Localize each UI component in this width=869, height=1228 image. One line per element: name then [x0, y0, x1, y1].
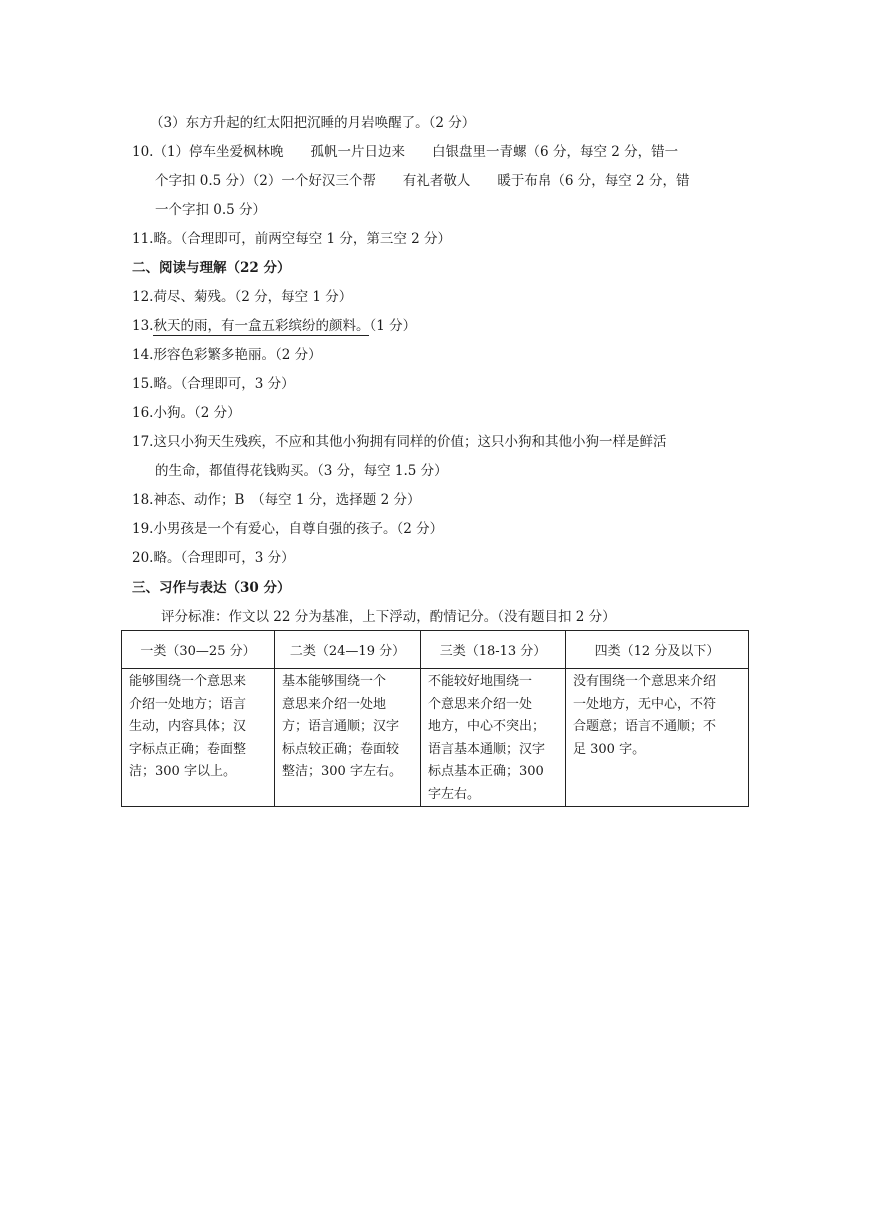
answer-11: 11.略。（合理即可，前两空每空 1 分，第三空 2 分） — [132, 231, 452, 247]
answer-13-number: 13. — [132, 318, 154, 334]
criteria-text: 意思来介绍一处地 — [282, 696, 387, 712]
criteria-text: 标点基本正确；300 — [428, 764, 544, 779]
section-2-heading: 二、阅读与理解（22 分） — [132, 260, 291, 276]
answer-10-line1: 10.（1）停车坐爱枫林晚 孤帆一片日边来 白银盘里一青螺（6 分，每空 2 分，错一 — [132, 144, 679, 160]
answer-9-3: （3）东方升起的红太阳把沉睡的月岩唤醒了。（2 分） — [150, 115, 476, 131]
answer-18: 18.神态、动作；B （每空 1 分，选择题 2 分） — [132, 492, 421, 508]
answer-17-line1: 17.这只小狗天生残疾，不应和其他小狗拥有同样的价值；这只小狗和其他小狗一样是鲜活 — [132, 434, 667, 450]
criteria-class-4 — [566, 669, 749, 807]
scoring-table — [121, 630, 749, 807]
answer-13 — [132, 317, 416, 335]
answer-17-line2: 的生命，都值得花钱购买。（3 分，每空 1.5 分） — [155, 463, 448, 479]
answer-10-line2: 个字扣 0.5 分）（2）一个好汉三个帮 有礼者敬人 暖于布帛（6 分，每空 2 分，错 — [155, 173, 690, 189]
header-class-3: 三类（18-13 分） — [421, 631, 566, 669]
scoring-table-header-row — [122, 631, 749, 669]
criteria-text: 能够围绕一个意思来 — [129, 674, 247, 689]
criteria-class-3 — [421, 669, 566, 807]
criteria-text: 不能较好地围绕一 — [428, 674, 533, 689]
criteria-text: 没有围绕一个意思来介绍 — [573, 674, 717, 689]
criteria-text: 生动，内容具体；汉 — [129, 719, 247, 734]
criteria-text: 足 300 字。 — [573, 741, 646, 757]
answer-10-line3: 一个字扣 0.5 分） — [155, 202, 267, 218]
criteria-text: 个意思来介绍一处 — [428, 696, 533, 712]
criteria-text: 基本能够围绕一个 — [282, 674, 387, 689]
criteria-text: 方；语言通顺；汉字 — [282, 719, 400, 734]
criteria-text: 合题意；语言不通顺；不 — [573, 719, 717, 734]
answer-19: 19.小男孩是一个有爱心，自尊自强的孩子。（2 分） — [132, 521, 444, 537]
criteria-class-1 — [122, 669, 275, 807]
scoring-criteria: 评分标准：作文以 22 分为基准，上下浮动，酌情记分。（没有题目扣 2 分） — [161, 609, 616, 625]
header-class-1: 一类（30—25 分） — [122, 631, 275, 669]
criteria-text: 整洁；300 字左右。 — [282, 764, 402, 779]
scoring-table-body-row — [122, 669, 749, 807]
criteria-text: 一处地方，无中心，不符 — [573, 696, 717, 712]
answer-13-score: （1 分） — [369, 318, 417, 334]
header-class-4: 四类（12 分及以下） — [566, 631, 749, 669]
answer-12: 12.荷尽、菊残。（2 分，每空 1 分） — [132, 289, 353, 305]
criteria-text: 地方，中心不突出； — [428, 719, 546, 734]
answer-15: 15.略。（合理即可，3 分） — [132, 376, 295, 392]
criteria-text: 洁；300 字以上。 — [129, 764, 236, 779]
section-3-heading: 三、习作与表达（30 分） — [132, 580, 291, 596]
answer-13-underlined-sentence: 秋天的雨，有一盒五彩缤纷的颜料。 — [153, 318, 370, 334]
answer-16: 16.小狗。（2 分） — [132, 405, 241, 421]
criteria-text: 字标点正确；卷面整 — [129, 741, 247, 757]
criteria-text: 语言基本通顺；汉字 — [428, 741, 546, 757]
criteria-class-2 — [275, 669, 421, 807]
answer-20: 20.略。（合理即可，3 分） — [132, 550, 295, 566]
criteria-text: 字左右。 — [428, 786, 481, 802]
answer-14: 14.形容色彩繁多艳丽。（2 分） — [132, 347, 322, 363]
criteria-text: 介绍一处地方；语言 — [129, 696, 247, 712]
criteria-text: 标点较正确；卷面较 — [282, 741, 400, 757]
header-class-2: 二类（24—19 分） — [275, 631, 421, 669]
